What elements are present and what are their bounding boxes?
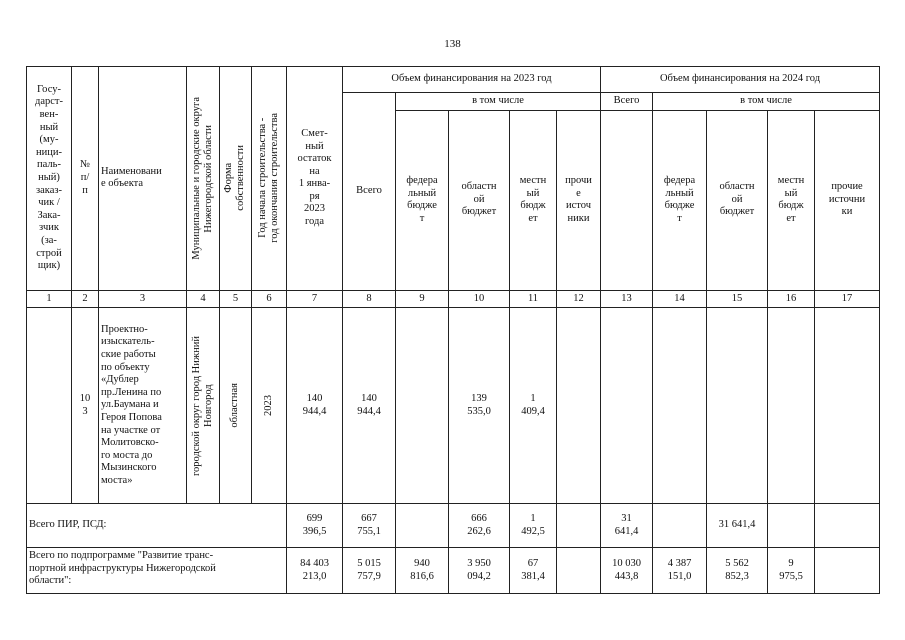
header-years-cell [252,67,287,291]
row103-c12 [557,308,601,504]
col-num: 17 [815,290,880,308]
row103-district-cell [187,308,220,504]
row103-ownership: областная [229,383,241,428]
column-number-row [27,290,880,308]
page-number: 138 [444,38,461,50]
col-num: 4 [187,290,220,308]
header-incl-2023: в том числе [396,93,601,111]
header-ownership-cell [220,67,252,291]
pir-c9 [396,504,449,548]
pir-c14 [653,504,707,548]
row103-c17 [815,308,880,504]
sub-c16: 9 975,5 [768,548,815,594]
header-object-name: Наименовани е объекта [99,67,187,291]
row103-c15 [707,308,768,504]
row103-c9 [396,308,449,504]
row103-c10: 139 535,0 [449,308,510,504]
pir-total-label: Всего ПИР, ПСД: [27,504,287,548]
row103-c7: 140 944,4 [287,308,343,504]
sub-c8: 5 015 757,9 [343,548,396,594]
header-number: № п/ п [72,67,99,291]
row103-c11: 1 409,4 [510,308,557,504]
col-num: 15 [707,290,768,308]
sub-c14: 4 387 151,0 [653,548,707,594]
header-other-2024: прочие источни ки [815,110,880,290]
row103-years-cell [252,308,287,504]
financing-table [26,66,880,594]
pir-c17 [815,504,880,548]
sub-c17 [815,548,880,594]
header-federal-2024: федера льный бюдже т [653,110,707,290]
header-total-2024: Всего [601,93,653,111]
header-total-2024-blank [601,110,653,290]
sub-c11: 67 381,4 [510,548,557,594]
header-regional-2023: областн ой бюджет [449,110,510,290]
pir-c7: 699 396,5 [287,504,343,548]
subprogram-total-label: Всего по подпрограмме "Развитие транс- портной инфраструктуры Нижегородской области": [27,548,287,594]
col-num: 14 [653,290,707,308]
header-local-2023: местн ый бюдж ет [510,110,557,290]
row103-number: 10 3 [72,308,99,504]
header-district: Муниципальные и городские округа Нижегородской области [190,97,214,260]
col-num: 16 [768,290,815,308]
col-num: 2 [72,290,99,308]
header-other-2023: прочи е источ ники [557,110,601,290]
col-num: 6 [252,290,287,308]
header-ownership: Форма собственности [223,145,247,212]
header-local-2024: местн ый бюдж ет [768,110,815,290]
col-num: 12 [557,290,601,308]
table-row [27,308,880,504]
col-num: 10 [449,290,510,308]
col-num: 13 [601,290,653,308]
table-row [27,504,880,548]
pir-c16 [768,504,815,548]
table-row [27,548,880,594]
header-customer: Госу- дарст- вен- ный (му- ници- паль- ный) заказ- чик / Зака- зчик (за- строй щик) [27,67,72,291]
header-years: Год начала строительства - год окончания строительства [256,113,280,244]
pir-c13: 31 641,4 [601,504,653,548]
sub-c13: 10 030 443,8 [601,548,653,594]
col-num: 5 [220,290,252,308]
col-num: 1 [27,290,72,308]
row103-c13 [601,308,653,504]
pir-c8: 667 755,1 [343,504,396,548]
pir-c10: 666 262,6 [449,504,510,548]
col-num: 11 [510,290,557,308]
pir-c15: 31 641,4 [707,504,768,548]
col-num: 9 [396,290,449,308]
header-district-cell [187,67,220,291]
sub-c12 [557,548,601,594]
col-num: 7 [287,290,343,308]
header-federal-2023: федера льный бюдже т [396,110,449,290]
row103-years: 2023 [262,395,274,417]
header-estimate-balance: Смет- ный остаток на 1 янва- ря 2023 года [287,67,343,291]
sub-c9: 940 816,6 [396,548,449,594]
col-num: 8 [343,290,396,308]
header-regional-2024: областн ой бюджет [707,110,768,290]
header-total-2023: Всего [343,93,396,291]
row103-object-name: Проектно- изыскатель- ские работы по объекту «Дублер пр.Ленина по ул.Баумана и Героя Попова на участке от Молитовско- го моста до Мызинского моста» [99,308,187,504]
pir-c11: 1 492,5 [510,504,557,548]
row103-c16 [768,308,815,504]
header-financing-2024: Объем финансирования на 2024 год [601,67,880,93]
col-num: 3 [99,290,187,308]
pir-c12 [557,504,601,548]
row103-c8: 140 944,4 [343,308,396,504]
row103-c14 [653,308,707,504]
sub-c15: 5 562 852,3 [707,548,768,594]
row103-district: городской округ город Нижний Новгород [190,335,214,476]
header-incl-2024: в том числе [653,93,880,111]
header-financing-2023: Объем финансирования на 2023 год [343,67,601,93]
sub-c7: 84 403 213,0 [287,548,343,594]
row103-customer [27,308,72,504]
row103-ownership-cell [220,308,252,504]
sub-c10: 3 950 094,2 [449,548,510,594]
